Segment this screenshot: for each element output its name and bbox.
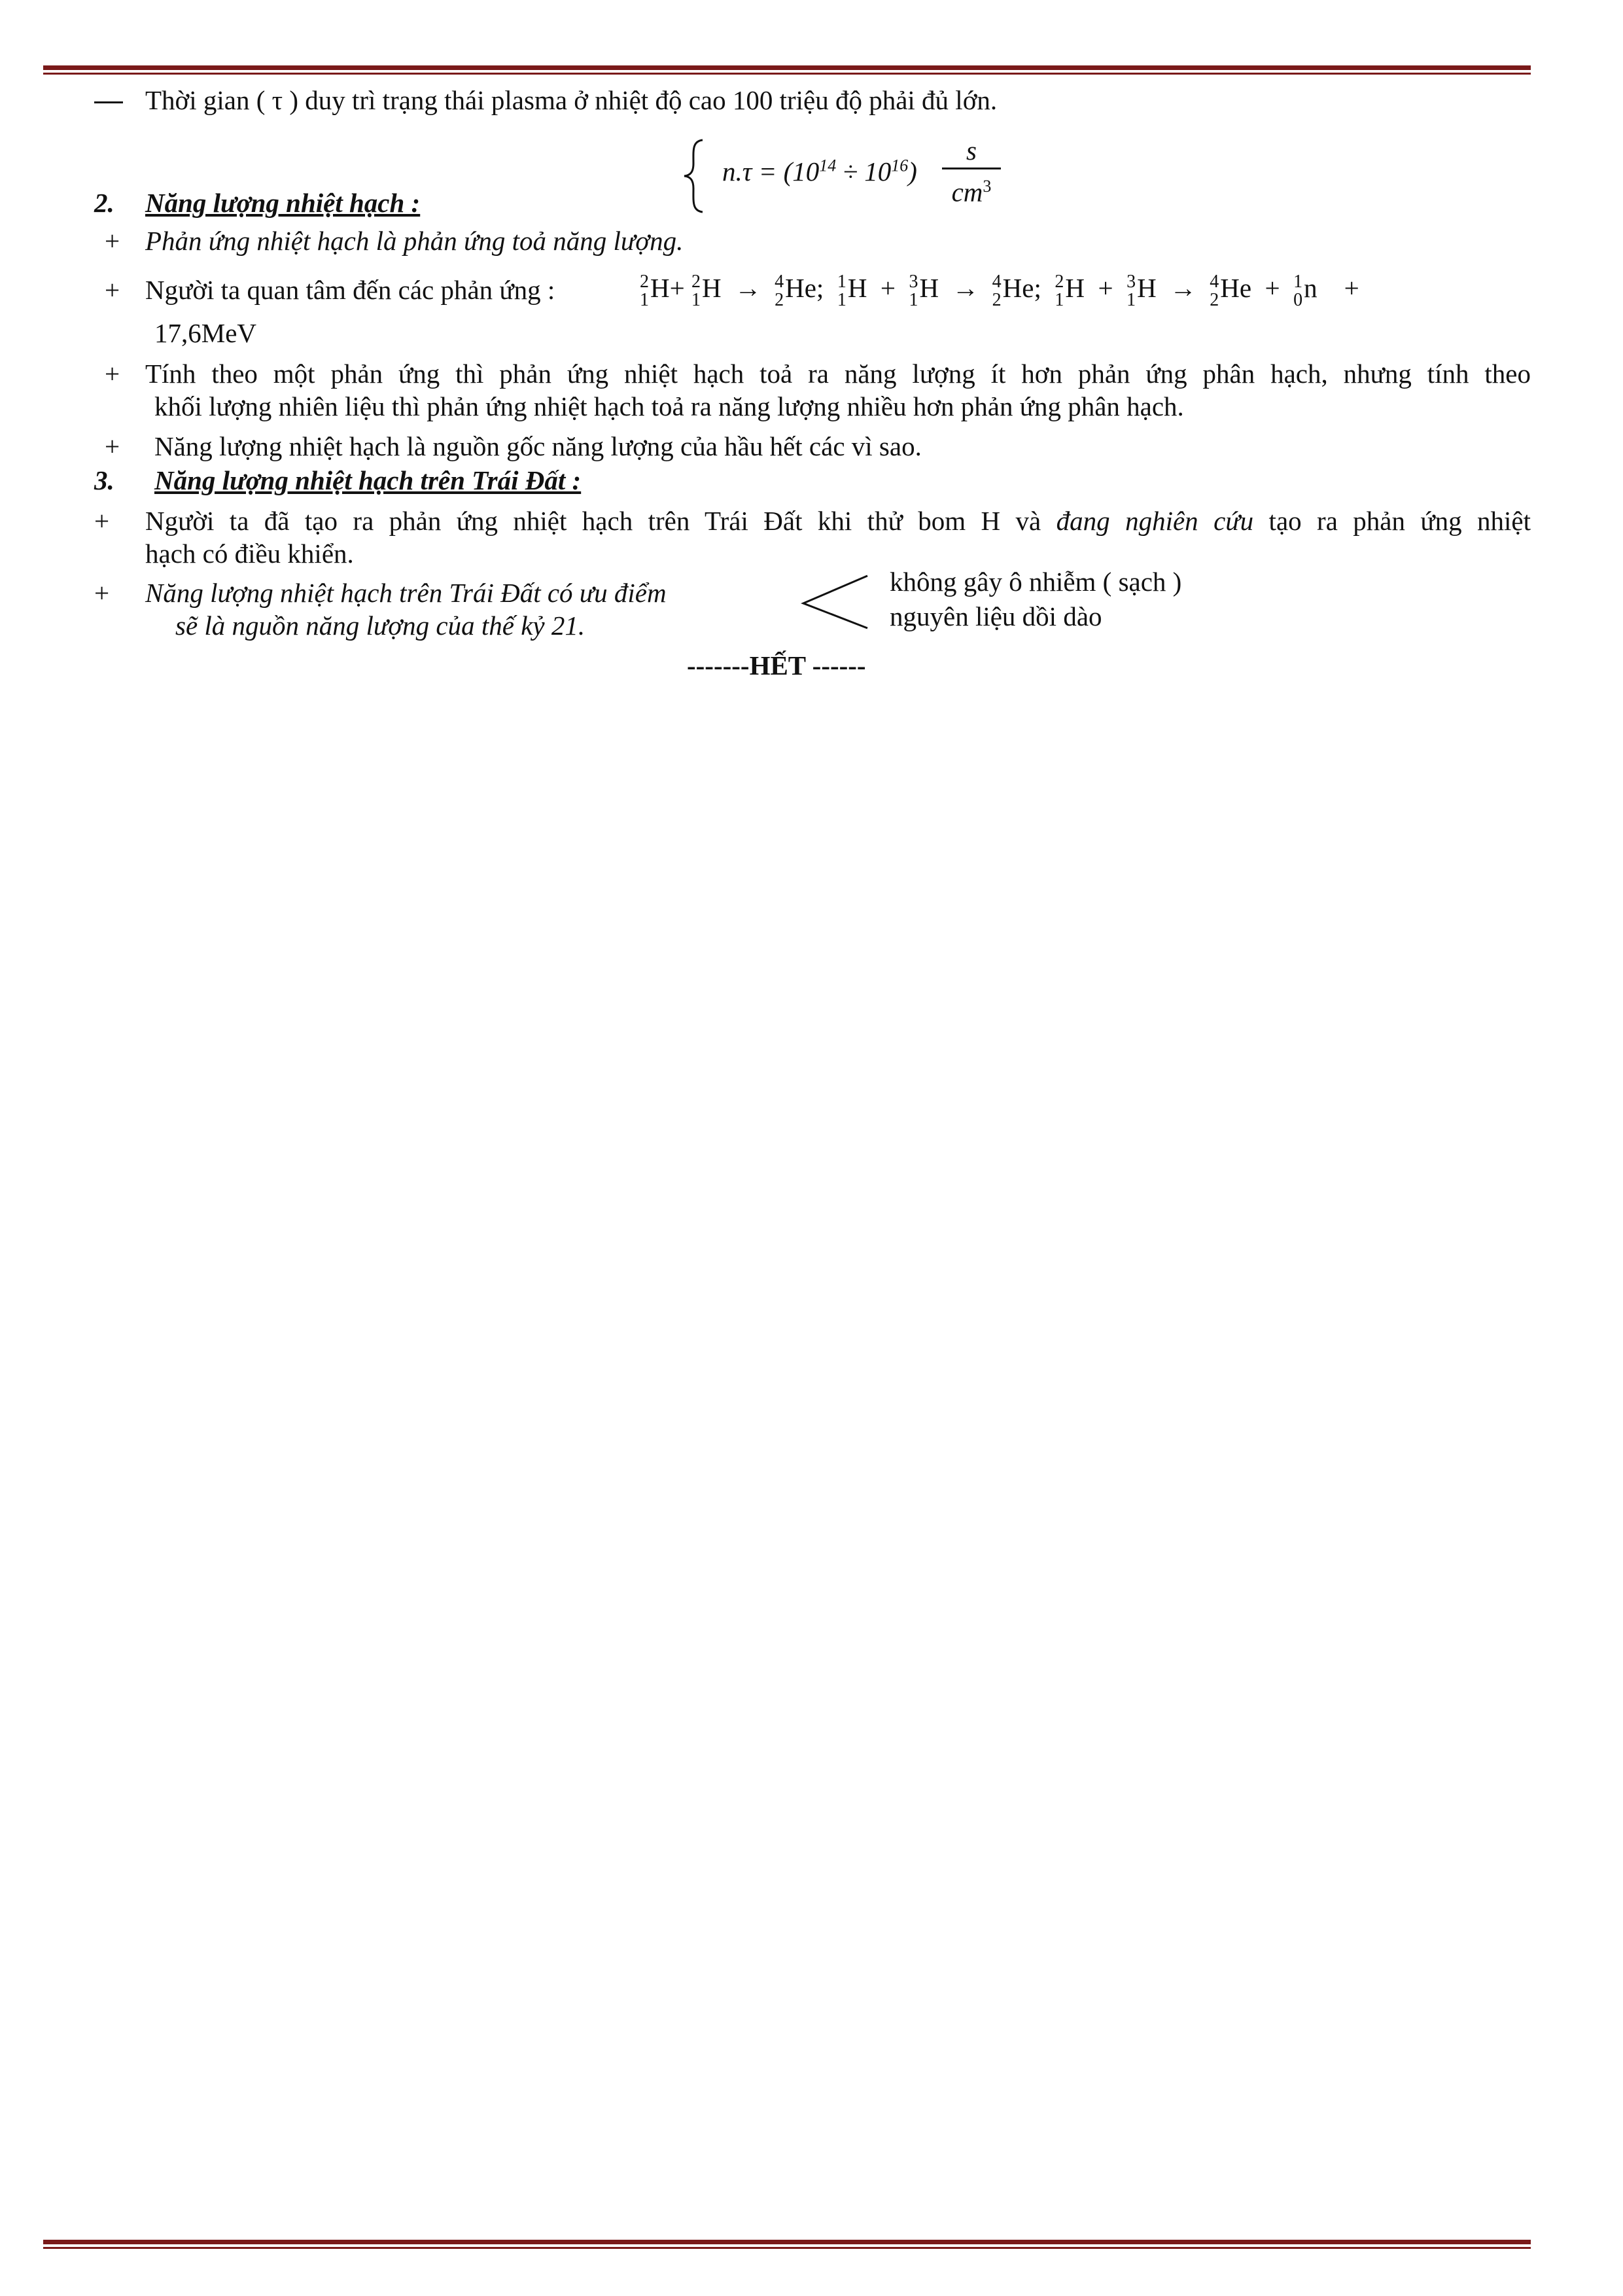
fraction-bar [942,168,1001,169]
reaction-arrow: → [952,273,979,303]
section-3-item-1-line-1: Người ta đã tạo ra phản ứng nhiệt hạch trên Trái Đất khi thử bom H và đang nghiên cứu tạo ra phản ứng nhiệt [145,506,1531,536]
section-2-item-3-line-2: khối lượng nhiên liệu thì phản ứng nhiệt hạch toả ra năng lượng nhiều hơn phản ứng phân hạch. [154,391,1184,421]
bullet-marker: + [94,578,110,608]
advantage-1: không gây ô nhiễm ( sạch ) [890,567,1182,597]
section-2-number: 2. [94,188,114,218]
fusion-reactions: 2 1 H+ 2 1 H → 4 2 He; 1 1 H + 3 1 H → 4 2 He; 2 1 H + 3 1 H → 4 2 He + 1 0 n + [640,271,1359,310]
nuclide-neutron: 1 0 [1293,271,1303,310]
nuclide-deuterium-3: 2 1 [1055,271,1064,310]
header-rule [43,65,1531,75]
eq-den-text: cm [951,177,983,207]
time-condition-text: Thời gian ( τ ) duy trì trạng thái plasma ở nhiệt độ cao 100 triệu độ phải đủ lớn. [145,85,998,115]
eq-denominator [942,171,1001,208]
end-marker: -------HẾT ------ [687,650,866,680]
nuclide-helium-2: 4 2 [992,271,1002,310]
footer-rule [43,2240,1531,2249]
bullet-marker: + [94,506,110,536]
eq-close: ) [908,156,917,186]
bullet-marker: + [105,226,120,256]
nuclide-deuterium-2: 2 1 [691,271,701,310]
bullet-marker: + [105,431,120,461]
eq-lhs: n.τ = (10 [722,156,820,186]
nuclide-helium-3: 4 2 [1210,271,1219,310]
eq-mid: ÷ 10 [836,156,892,186]
section-2-item-4: Năng lượng nhiệt hạch là nguồn gốc năng lượng của hầu hết các vì sao. [154,431,922,461]
branch-bracket [799,572,871,631]
eq-exp2: 16 [891,156,909,175]
left-brace [680,137,707,215]
section-2-item-2-label: Người ta quan tâm đến các phản ứng : [145,275,555,305]
nuclide-protium: 1 1 [837,271,846,310]
nuclide-tritium-1: 3 1 [909,271,918,310]
section-3-item-1-line-2: hạch có điều khiển. [145,539,354,569]
bullet-marker: + [105,275,120,305]
nuclide-deuterium-1: 2 1 [640,271,649,310]
lawson-equation [722,156,917,187]
section-3-number: 3. [94,465,114,495]
bullet-marker: + [105,359,120,389]
section-3-title: Năng lượng nhiệt hạch trên Trái Đất : [154,465,582,495]
section-3-item-2-line-1: Năng lượng nhiệt hạch trên Trái Đất có ưu điểm [145,578,667,608]
reaction-arrow: → [734,273,761,303]
nuclide-tritium-2: 3 1 [1126,271,1136,310]
reaction-energy: 17,6MeV [154,318,257,348]
nuclide-helium-1: 4 2 [775,271,784,310]
eq-exp1: 14 [819,156,837,175]
section-2-item-1: Phản ứng nhiệt hạch là phản ứng toả năng lượng. [145,226,684,256]
advantage-2: nguyên liệu dồi dào [890,601,1102,631]
section-2-title: Năng lượng nhiệt hạch : [145,188,421,218]
section-3-item-2-line-2: sẽ là nguồn năng lượng của thế kỷ 21. [175,610,585,641]
reaction-arrow: → [1169,273,1196,303]
eq-fraction [942,135,1001,208]
section-2-item-3-line-1: Tính theo một phản ứng thì phản ứng nhiệt hạch toả ra năng lượng ít hơn phản ứng phân hạch, nhưng tính theo [145,359,1531,389]
eq-numerator: s [966,135,977,166]
eq-den-exp: 3 [983,177,992,196]
dash-marker [94,101,123,103]
